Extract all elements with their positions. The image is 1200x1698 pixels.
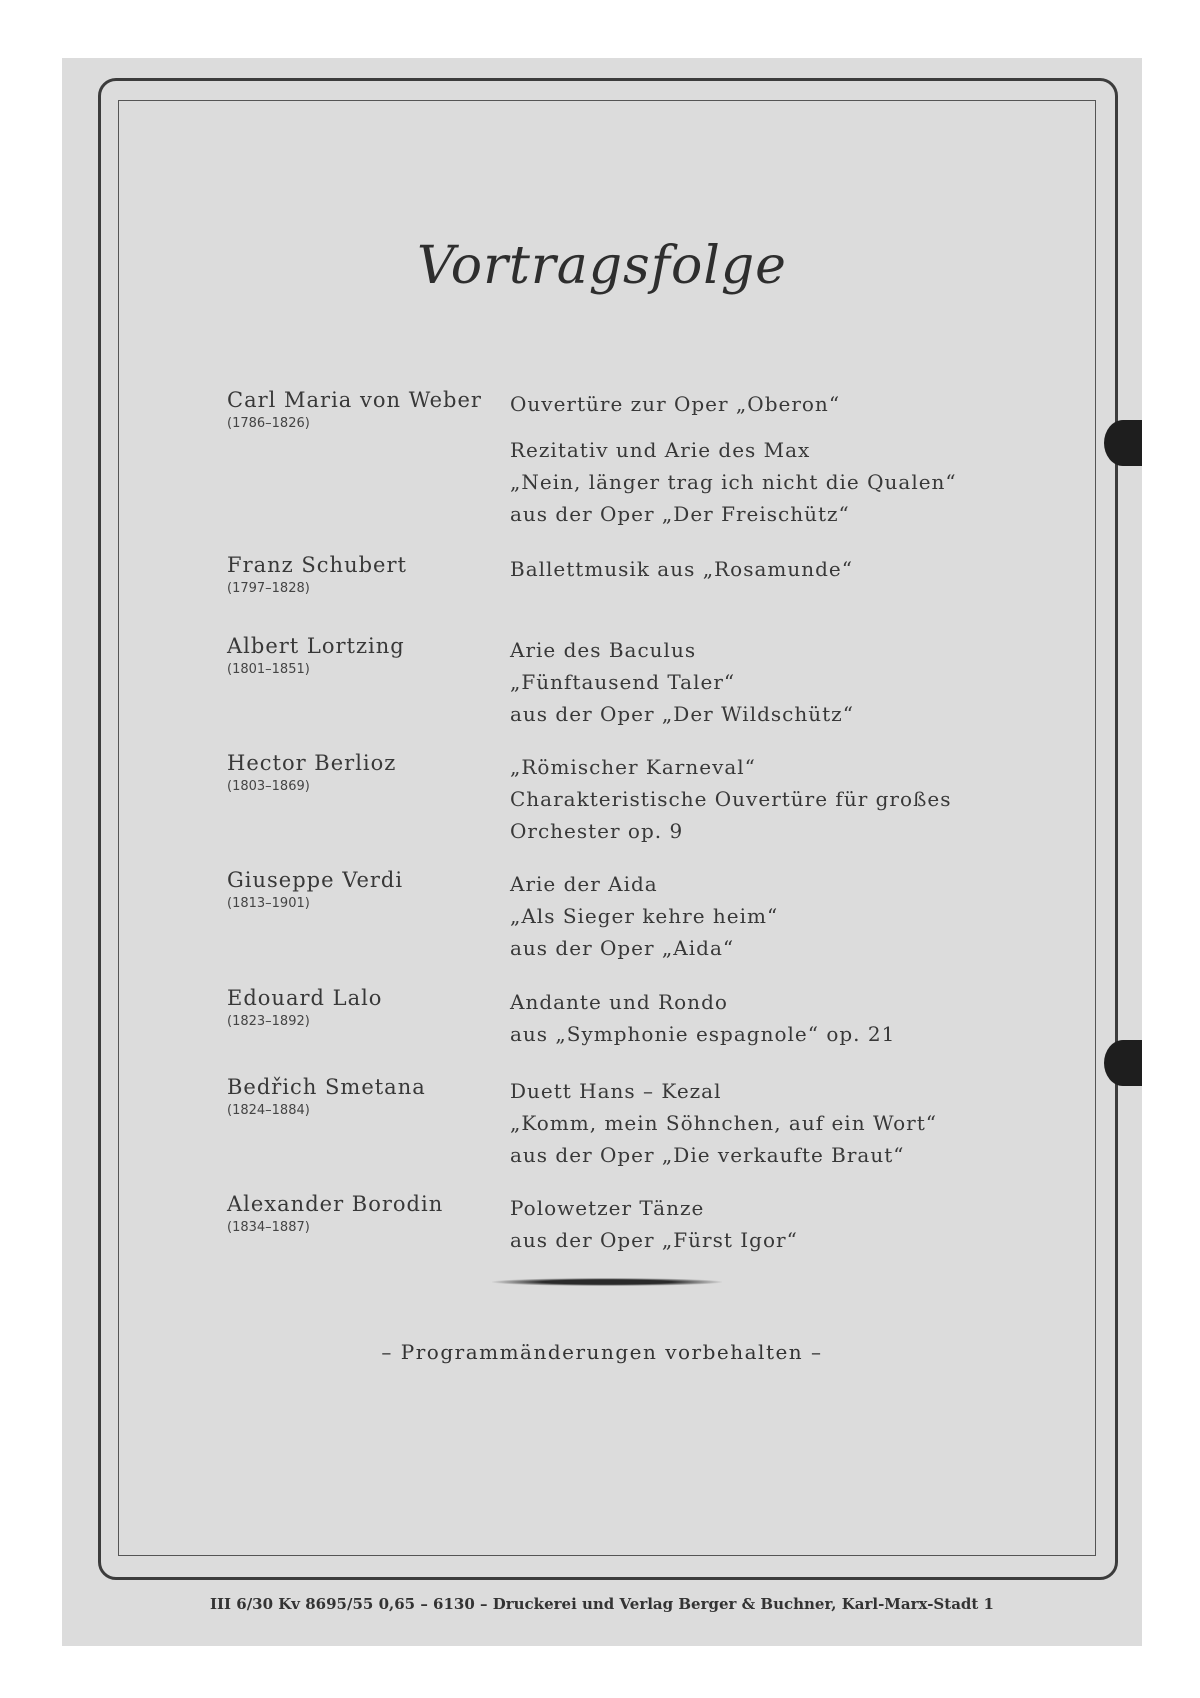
work-line: Ballettmusik aus „Rosamunde“: [510, 557, 853, 581]
composer: [227, 388, 527, 431]
work-line: „Nein, länger trag ich nicht die Qualen“: [510, 470, 957, 494]
work: [510, 388, 1030, 420]
work-line: Orchester op. 9: [510, 819, 684, 843]
composer-name: Hector Berlioz: [227, 751, 397, 775]
composer: [227, 751, 527, 794]
composer-name: Edouard Lalo: [227, 986, 383, 1010]
work: [510, 868, 1030, 964]
program-change-note: – Programmänderungen vorbehalten –: [381, 1340, 823, 1364]
composer: [227, 634, 527, 677]
works: [510, 553, 1030, 585]
composer: [227, 986, 527, 1029]
works: [510, 388, 1030, 530]
work-line: Charakteristische Ouvertüre für großes: [510, 787, 952, 811]
work-line: aus der Oper „Fürst Igor“: [510, 1228, 798, 1252]
composer-dates: (1813–1901): [227, 896, 310, 911]
work: [510, 434, 1030, 530]
work-line: Arie des Baculus: [510, 638, 697, 662]
program-sheet: [62, 58, 1142, 1646]
composer-name: Giuseppe Verdi: [227, 868, 404, 892]
composer: [227, 1075, 527, 1118]
composer-name: Franz Schubert: [227, 553, 407, 577]
work: [510, 634, 1030, 730]
work-line: „Fünftausend Taler“: [510, 670, 736, 694]
composer-name: Albert Lortzing: [227, 634, 405, 658]
composer-name: Bedřich Smetana: [227, 1075, 426, 1099]
work-line: Rezitativ und Arie des Max: [510, 438, 811, 462]
work-line: „Als Sieger kehre heim“: [510, 904, 779, 928]
composer-dates: (1824–1884): [227, 1103, 310, 1118]
work: [510, 553, 1030, 585]
punch-hole-top: [1104, 420, 1142, 466]
work-line: aus der Oper „Der Wildschütz“: [510, 702, 854, 726]
work: [510, 986, 1030, 1050]
divider-ornament: [492, 1278, 722, 1286]
composer-dates: (1823–1892): [227, 1014, 310, 1029]
works: [510, 986, 1030, 1050]
works: [510, 634, 1030, 730]
work-line: aus der Oper „Der Freischütz“: [510, 502, 850, 526]
composer-dates: (1801–1851): [227, 662, 310, 677]
work-line: aus der Oper „Aida“: [510, 936, 735, 960]
page-title: Vortragsfolge: [417, 236, 787, 296]
composer-dates: (1797–1828): [227, 581, 310, 596]
composer: [227, 868, 527, 911]
composer-dates: (1834–1887): [227, 1220, 310, 1235]
work-line: Duett Hans – Kezal: [510, 1079, 722, 1103]
composer-dates: (1803–1869): [227, 779, 310, 794]
composer-dates: (1786–1826): [227, 416, 310, 431]
work-line: aus „Symphonie espagnole“ op. 21: [510, 1022, 896, 1046]
punch-hole-bottom: [1104, 1040, 1142, 1086]
composer-name: Carl Maria von Weber: [227, 388, 482, 412]
works: [510, 1192, 1030, 1256]
printer-imprint: III 6/30 Kv 8695/55 0,65 – 6130 – Druckerei und Verlag Berger & Buchner, Karl-Marx-Stadt 1: [209, 1595, 994, 1613]
work-line: „Komm, mein Söhnchen, auf ein Wort“: [510, 1111, 938, 1135]
composer: [227, 553, 527, 596]
work: [510, 751, 1030, 847]
works: [510, 1075, 1030, 1171]
works: [510, 868, 1030, 964]
work-line: Andante und Rondo: [510, 990, 728, 1014]
work: [510, 1075, 1030, 1171]
work-line: Ouvertüre zur Oper „Oberon“: [510, 392, 841, 416]
composer: [227, 1192, 527, 1235]
composer-name: Alexander Borodin: [227, 1192, 444, 1216]
work-line: Arie der Aida: [510, 872, 658, 896]
work-line: aus der Oper „Die verkaufte Braut“: [510, 1143, 905, 1167]
work: [510, 1192, 1030, 1256]
work-line: „Römischer Karneval“: [510, 755, 756, 779]
works: [510, 751, 1030, 847]
work-line: Polowetzer Tänze: [510, 1196, 705, 1220]
